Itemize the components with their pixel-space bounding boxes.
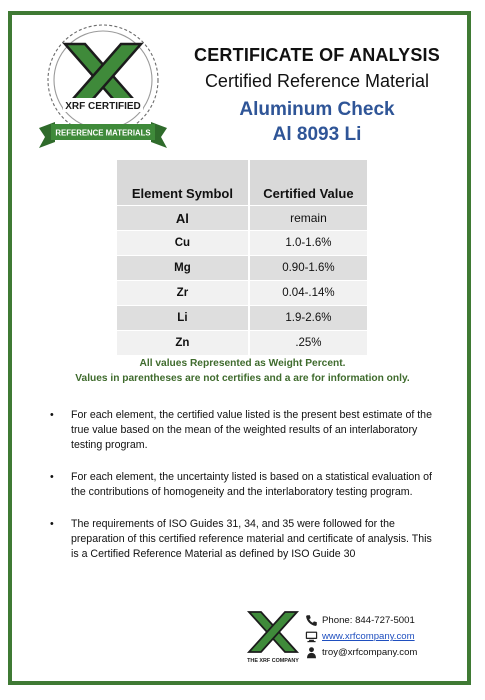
bullet-text: The requirements of ISO Guides 31, 34, and 35 were followed for the preparation of this certified reference material and certificate of analysis. This is a Certified Reference Material as defined by ISO Guide 30 <box>71 518 432 560</box>
ribbon-text: REFERENCE MATERIALS <box>55 128 151 138</box>
bullet-icon: • <box>50 471 54 483</box>
element-symbol-cell: Cu <box>117 231 249 256</box>
person-icon <box>305 646 318 659</box>
element-symbol-cell: Zn <box>117 331 249 356</box>
bullet-text: For each element, the uncertainty listed is based on a statistical evaluation of the contributions of homogeneity and the interlaboratory testing program. <box>71 471 432 498</box>
contact-block <box>305 613 417 661</box>
table-row <box>117 231 367 256</box>
list-item <box>45 470 435 500</box>
website-link[interactable]: www.xrfcompany.com <box>322 631 415 642</box>
page-title: CERTIFICATE OF ANALYSIS <box>194 45 440 65</box>
page-subtitle: Certified Reference Material <box>204 71 430 91</box>
xrf-company-logo <box>244 610 302 666</box>
column-header-certified-value: Certified Value <box>249 160 367 206</box>
certified-values-table <box>117 160 367 355</box>
certified-value-cell: .25% <box>249 331 367 356</box>
xrf-certified-seal-logo <box>33 20 173 155</box>
table-row <box>117 206 367 231</box>
table-row <box>117 256 367 281</box>
certified-value-cell: 1.0-1.6% <box>249 231 367 256</box>
product-name: Aluminum Check <box>239 99 395 120</box>
bullet-icon: • <box>50 409 54 421</box>
email-row <box>305 645 417 660</box>
certified-value-cell: remain <box>249 206 367 231</box>
table-row <box>117 281 367 306</box>
element-symbol-cell: Zr <box>117 281 249 306</box>
parentheses-note: Values in parentheses are not certifies and a are for information only. <box>75 373 410 384</box>
phone-number: Phone: 844-727-5001 <box>322 615 415 626</box>
company-caption: THE XRF COMPANY <box>247 658 299 664</box>
table-row <box>117 306 367 331</box>
phone-row <box>305 613 417 628</box>
website-row <box>305 629 417 644</box>
element-symbol-cell: Al <box>117 206 249 231</box>
table-header-row <box>117 160 367 206</box>
column-header-element-symbol: Element Symbol <box>117 160 249 206</box>
element-symbol-cell: Mg <box>117 256 249 281</box>
product-grade: Al 8093 Li <box>272 124 362 145</box>
phone-icon <box>305 614 318 627</box>
element-symbol-cell: Li <box>117 306 249 331</box>
computer-icon <box>305 630 318 643</box>
certified-value-cell: 0.04-.14% <box>249 281 367 306</box>
seal-wordmark: XRF CERTIFIED <box>65 101 141 112</box>
email-address[interactable]: troy@xrfcompany.com <box>322 647 418 658</box>
list-item <box>45 517 435 562</box>
bullet-icon: • <box>50 518 54 530</box>
table-row <box>117 331 367 356</box>
bullet-text: For each element, the certified value listed is the present best estimate of the true value based on the mean of the weighted results of an interlaboratory testing program. <box>71 409 432 451</box>
list-item <box>45 408 435 453</box>
certified-value-cell: 1.9-2.6% <box>249 306 367 331</box>
certification-bullets <box>45 408 435 579</box>
certified-value-cell: 0.90-1.6% <box>249 256 367 281</box>
weight-percent-note: All values Represented as Weight Percent. <box>139 358 346 369</box>
